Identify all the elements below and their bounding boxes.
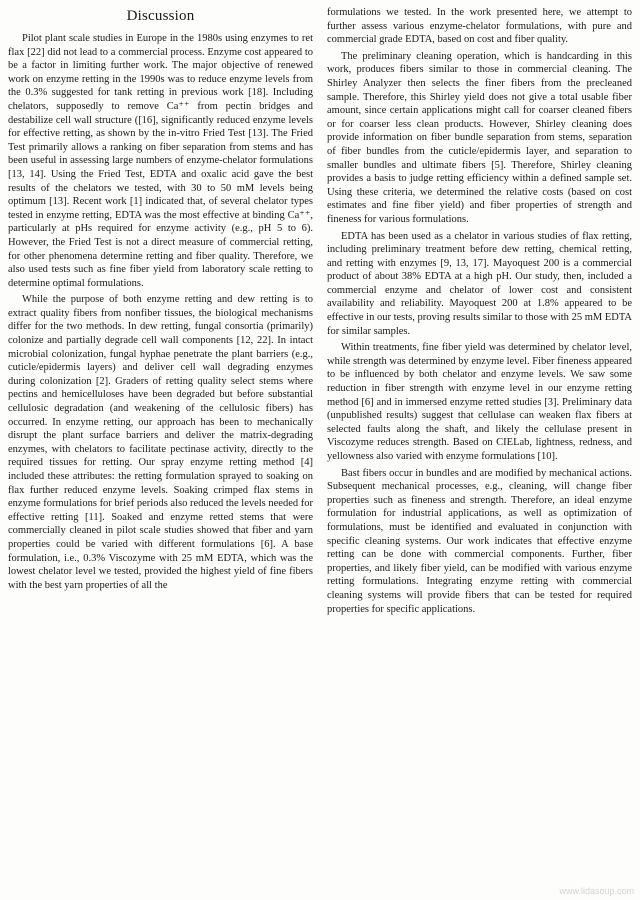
paragraph: The preliminary cleaning operation, which is handcarding in this work, produces fibers similar to those in commercial cleaning. The Shirley Analyzer then selects the finer fibers from the precleaned sample. Therefore, this Shirley yield does not give a total usable fiber amount, since certain applications might call for coarser cleaned fibers or for coarser less clean products. However, Shirley cleaning does provide information on fiber bundle separation from stems, separation of fiber bundles from the cuticle/epidermis layer, and separation to smaller bundles and ultimate fibers [5]. Therefore, Shirley cleaning provides a basis to judge retting efficiency within a defined sample set. Using these criteria, we determined the relative costs (based on cost estimates and fine fiber yield) and fiber properties of strength and fineness for various formulations. — [327, 50, 632, 225]
paragraph: Pilot plant scale studies in Europe in the 1980s using enzymes to ret flax [22] did not lead to a commercial process. Enzyme cost appeared to be a factor in limiting further work. The major objective of renewed work on enzyme retting in the 1990s was to reduce enzyme levels from the 0.3% suggested for tank retting in previous work [18]. Including chelators, supposedly to remove Ca⁺⁺ from pectin bridges and destabilize cell wall structure ([16], significantly reduced enzyme levels for effective retting, as shown by the in-vitro Fried Test [13]. The Fried Test primarily allows a ranking on fiber separation from stems and has been useful in assessing large numbers of enzyme-chelator formulations [13, 14]. Using the Fried Test, EDTA and oxalic acid gave the best results of the chelators we tested, with 30 to 50 mM levels being optimum [13]. Recent work [1] indicated that, of several chelator types tested in enzyme retting, EDTA was the most effective at binding Ca⁺⁺, particularly at pHs required for enzyme activity (e.g., pH 5 to 6). However, the Fried Test is not a direct measure of commercial retting, for other phenomena determine retting and fiber quality. Therefore, we also used tests such as fine fiber yield from laboratory scale retting to determine optimal formulations. — [8, 33, 313, 289]
right-column — [327, 6, 632, 900]
paragraph: EDTA has been used as a chelator in various studies of flax retting, including preliminary treatment before dew retting, chemical retting, and retting with enzymes [9, 13, 17]. Mayoquest 200 is a commercial product of about 38% EDTA at a high pH. Our study, then, included a commercial enzyme and chelator of lower cost and consistent availability and reliability. Mayoquest 200 at 1.8% appeared to be effective in our tests, proving results similar to those with 25 mM EDTA for similar samples. — [327, 230, 632, 337]
section-heading: Discussion — [126, 8, 195, 24]
paragraph: Within treatments, fine fiber yield was determined by chelator level, while strength was determined by enzyme level. Fiber fineness appeared to be influenced by both chelator and enzyme levels. We saw some reduction in fiber strength with enzyme level in our enzyme retting method [6] and in immersed enzyme retted studies [3]. Preliminary data (unpublished results) suggest that cellulase can weaken flax fibers at selected faults along the shaft, and likely the cellulase present in Viscozyme reduces strength. Based on CIELab, lightness, redness, and yellowness also varied with enzyme formulations [10]. — [327, 342, 632, 462]
watermark: www.lidasoup.com — [559, 886, 634, 896]
paragraph: formulations we tested. In the work presented here, we attempt to further assess various enzyme-chelator formulations, with pure and commercial grade EDTA, based on cost and fiber quality. — [327, 7, 632, 46]
paragraph: While the purpose of both enzyme retting and dew retting is to extract quality fibers from nonfiber tissues, the biological mechanisms differ for the two methods. In dew retting, fungal consortia (primarily) colonize and partially degrade cell wall components [12, 22]. In intact microbial colonization, fungal hyphae penetrate the plant barriers (e.g., cuticle/epidermis layers) and deliver cell wall degrading enzymes during colonization [2]. Graders of retting quality select stems where pectins and hemicelluloses have been degraded but before substantial cellulosic degradation (and weakening of the cellulosic fibers) has occurred. In enzyme retting, our approach has been to mechanically disrupt the plant surface barriers and deliver the matrix-degrading enzymes, with chelators to facilitate pectinase activity, directly to the required tissues for retting. Our spray enzyme retting method [4] included these attributes: the retting formulation sprayed to soaking on flax further reduced enzyme levels. Soaking crimped flax stems in enzyme formulations for brief periods also reduced the levels needed for effective retting [11]. Soaked and enzyme retted stems that were commercially cleaned in pilot scale studies showed that fiber and yarn properties could be varied with different formulations [6]. A base formulation, i.e., 0.3% Viscozyme with 25 mM EDTA, which was the lowest chelator level we tested, provided the highest yield of fine fibers with the best yarn properties of all the — [8, 294, 313, 591]
paragraph: Bast fibers occur in bundles and are modified by mechanical actions. Subsequent mechanical processes, e.g., cleaning, will change fiber properties such as fineness and strength. Therefore, an ideal enzyme formulation for industrial applications, as well as optimization of formulations, must be identified and evaluated in conjunction with specific cleaning systems. Our work indicates that effective enzyme retting can be done with commercial components. Further, fiber properties, and likely fiber yield, can be modified with various enzyme retting formulations. Integrating enzyme retting with commercial cleaning systems will provide fibers that can be tested for required properties for specific applications. — [327, 467, 632, 615]
left-column — [8, 6, 313, 900]
